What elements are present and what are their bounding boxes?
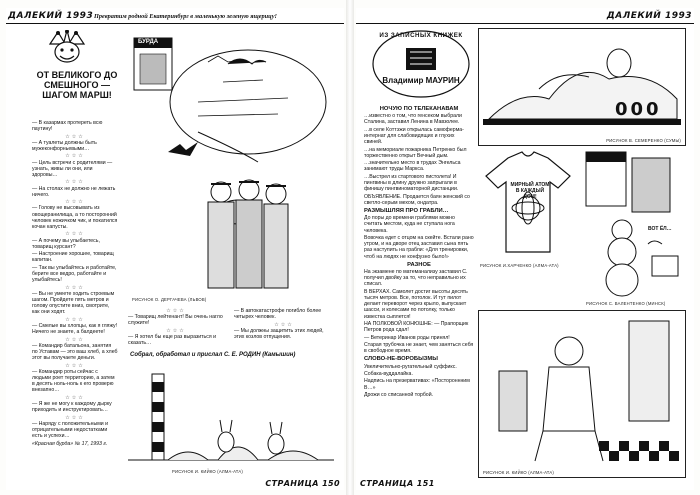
joke-item: — В казармах протереть всю паутину!	[32, 120, 103, 133]
notebook-logo	[370, 28, 472, 100]
magazine-label: БУРДА	[138, 39, 159, 45]
separator-stars: ☆☆☆	[65, 153, 85, 160]
snowman-caption: РИСУНОК С. ВАЛЕНТЕНКО (МИНСК)	[586, 301, 666, 306]
joke-item: — Голову не высовывать из овощеранилища, а то посторонний человек ножичком чик, и покатился кочан капусты.	[32, 205, 118, 230]
joke-item: — Настроение хорошее, товарищ капитан.	[32, 251, 114, 264]
separator-stars: ☆☆☆	[65, 362, 85, 369]
section-heading: РАЗНОЕ	[407, 261, 431, 268]
text-item: Дрожи со списанной торбой.	[364, 391, 434, 398]
text-item: На экзамене по матеманализу заставил С. получил двойку за то, что неправильно их списал.	[364, 269, 468, 288]
tshirt-slogan: МИРНЫЙ АТОМ В КАЖДЫЙ ДОМ!	[510, 182, 550, 200]
separator-stars: ☆☆☆	[65, 133, 85, 140]
text-item: Надпись на презервативах: «Постороннним В…»	[364, 378, 470, 391]
section-heading: НОЧУЮ ПО ТЕЛЕКАНАВАМ	[379, 106, 459, 112]
joke-item: — В автокатастрофе погибло более четырех человек.	[234, 308, 322, 321]
right-masthead: ДАЛЕКИЙ 1993	[606, 11, 692, 21]
text-item: …на мемориале пожарника Петренко был торжественно открыт Вечный дым.	[364, 146, 467, 159]
left-top-illustration	[128, 32, 334, 304]
left-bottom-illustration	[128, 364, 334, 474]
joke-item: — Я хотел бы еще раз выразиться и сказать…	[128, 334, 217, 347]
text-item: — Ветеринар Иванов роды принял!	[364, 334, 450, 341]
text-item: До поры до времени граблями можно считать местом, куда не ступала нога человека.	[364, 215, 455, 234]
separator-stars: ☆☆☆	[166, 308, 186, 314]
text-item: Старая трубочка не знает, чем заняться себя в свободное время.	[364, 341, 474, 355]
separator-stars: ☆☆☆	[65, 231, 85, 238]
joke-item: — Я же не могу к каждому дырку приходить и инструктировать…	[32, 400, 112, 414]
separator-stars: ☆☆☆	[274, 321, 294, 328]
source-note: «Красная бурда» № 17, 1993 г.	[32, 441, 108, 448]
tv-zeros: 000	[615, 99, 662, 120]
separator-stars: ☆☆☆	[65, 336, 85, 343]
washroom-cartoon	[478, 310, 686, 478]
left-jokes-column-2	[128, 308, 224, 348]
joke-item: — А почему вы улыбаетесь, товарищ курсант?	[32, 237, 100, 250]
text-item: …значительно место в трудах Энгельса занимают труды Маркса.	[364, 160, 461, 173]
joke-item: — Мы должны защитить этих людей, этих козлов отпущения.	[234, 327, 324, 340]
section-heading: РАЗМЫШЛЯЯ ПРО ГРАБЛИ…	[364, 207, 449, 214]
text-item: ОБЪЯВЛЕНИЕ. Продается баян женский со светло-серым мехом, ондатра.	[364, 193, 470, 206]
tv-cartoon	[478, 28, 686, 146]
tshirt-caption: РИСУНОК И.ХАРЧЕНКО (АЛМА-АТА)	[480, 263, 559, 268]
page-number: 151	[416, 479, 435, 488]
credit-line: Собрал, обработал и прислал С. Е. РОДИН (Камышин)	[130, 352, 296, 358]
joke-item: — Цель встречи с родителями — узнать, живы ли они, или здоровы…	[32, 159, 113, 178]
separator-stars: ☆☆☆	[65, 199, 85, 206]
joke-item: — Вы не умеете ходить строевым шагом. Пройдете пять метров и голову опустите вниз, смотрите, как они ходят.	[32, 290, 115, 316]
left-bottom-caption: РИСУНОК И. КИЙКО (АЛМА-АТА)	[172, 469, 244, 474]
left-masthead: ДАЛЕКИЙ 1993	[8, 11, 94, 21]
section-heading: СЛОВО-НЕ-ВОРОБЫЗМЫ	[364, 356, 438, 363]
right-running-header	[356, 10, 694, 24]
joke-item: — Товарищ лейтенант! Вы очень нагло служите!	[128, 314, 223, 327]
text-item: Увеличительно-ругательный суффикс.	[364, 363, 457, 370]
tshirt-cartoon	[478, 148, 578, 268]
notebook-title: ИЗ ЗАПИСНЫХ КНИЖЕК	[379, 32, 463, 39]
left-jokes-column-3	[234, 308, 334, 341]
joke-item: — А туалеты должны быть мужеконфорньевыми…	[32, 139, 97, 152]
text-item: …известно о том, что генсеком выбрали Сталина, заставил Ленина в Мавзолее.	[364, 113, 462, 126]
right-page	[356, 8, 694, 490]
text-item: Собака-вуддалайка.	[364, 370, 413, 377]
joke-item: — На столах не должно не лежать ничего.	[32, 185, 116, 198]
joke-item: — Командир роты сейчас с людьми роет территорию, а затем в десять ноль-ноль к его проверю внезапно…	[32, 368, 115, 394]
footer-label: СТРАНИЦА	[265, 479, 319, 488]
left-jokes-column	[32, 120, 118, 449]
left-footer	[265, 479, 340, 488]
joke-item: — Так вы улыбайтесь и работайте, берите все ведро, работайте и улыбайтесь!	[32, 264, 117, 284]
left-headline: ОТ ВЕЛИКОГО ДО СМЕШНОГО — ШАГОМ МАРШ!	[36, 70, 118, 100]
left-top-caption: РИСУНОК О. ДЕРГАЧЕВА (ЛЬВОВ)	[132, 297, 207, 302]
page-number: 150	[322, 479, 340, 488]
tv-caption: РИСУНОК В. СЕМЕРЕНКО (СУМЫ)	[606, 138, 681, 143]
text-item: НА ПОЛКОВОЙ КОНЮШНЕ: — Прапорщик Петров рода сдал!	[364, 321, 469, 334]
text-item: Вовочка едет с отцом на скейте. Встали рано утром, и на дворе отец заставил сына пять раз наступить на грабли: «Для тренировки, чтоб на людях не конфузно было!»	[364, 234, 474, 260]
right-text-column	[364, 104, 474, 399]
left-running-header	[6, 10, 344, 24]
text-item: …в селе Коттэжи открылась самоферма-интернат для слабовидящих и глухих свиней.	[364, 126, 464, 146]
washroom-caption: РИСУНОК И. КИЙКО (АЛМА-АТА)	[483, 470, 555, 475]
separator-stars: ☆☆☆	[166, 327, 186, 334]
separator-stars: ☆☆☆	[65, 284, 85, 291]
snowman-speech: ВОТ ЁЛ…	[648, 226, 672, 232]
separator-stars: ☆☆☆	[65, 316, 85, 323]
snowman-cartoon	[582, 148, 686, 308]
separator-stars: ☆☆☆	[65, 394, 85, 401]
footer-label: СТРАНИЦА	[360, 479, 414, 488]
binding-gutter	[346, 0, 354, 495]
separator-stars: ☆☆☆	[65, 179, 85, 186]
joke-item: — Наряду с положительными и отрицательными недостатками есть и успехи…	[32, 420, 109, 440]
right-footer	[360, 479, 435, 488]
jester-logo	[46, 30, 88, 64]
joke-item: — Смелые вы хлопцы, как я гляжу! Ничего не знаете, а балдеете!	[32, 322, 118, 336]
separator-stars: ☆☆☆	[65, 414, 85, 421]
text-item: В ВЕРХАХ. Самолет достиг высоты десять тысяч метров. Все, потолок. И тут пилот делает переворот через крыло, выпускает шасси, и колесами по потолку, только известка сыплется!	[364, 288, 468, 320]
left-page	[6, 8, 344, 490]
joke-item: — Командир батальона, занятия по Уставам — это ваш хлеб, а хлеб этот вы получаете деньги.	[32, 342, 118, 362]
left-slogan: Превратим родной Екатеринбург в маленькую зеленую ящерицу!	[94, 13, 278, 20]
author-name: Владимир МАУРИН	[382, 76, 460, 85]
text-item: …Выстрел из стартового пистолета! И пингвины в длину дружно запрыгали в финишу пингвиноматорной дистанции.	[364, 173, 459, 193]
